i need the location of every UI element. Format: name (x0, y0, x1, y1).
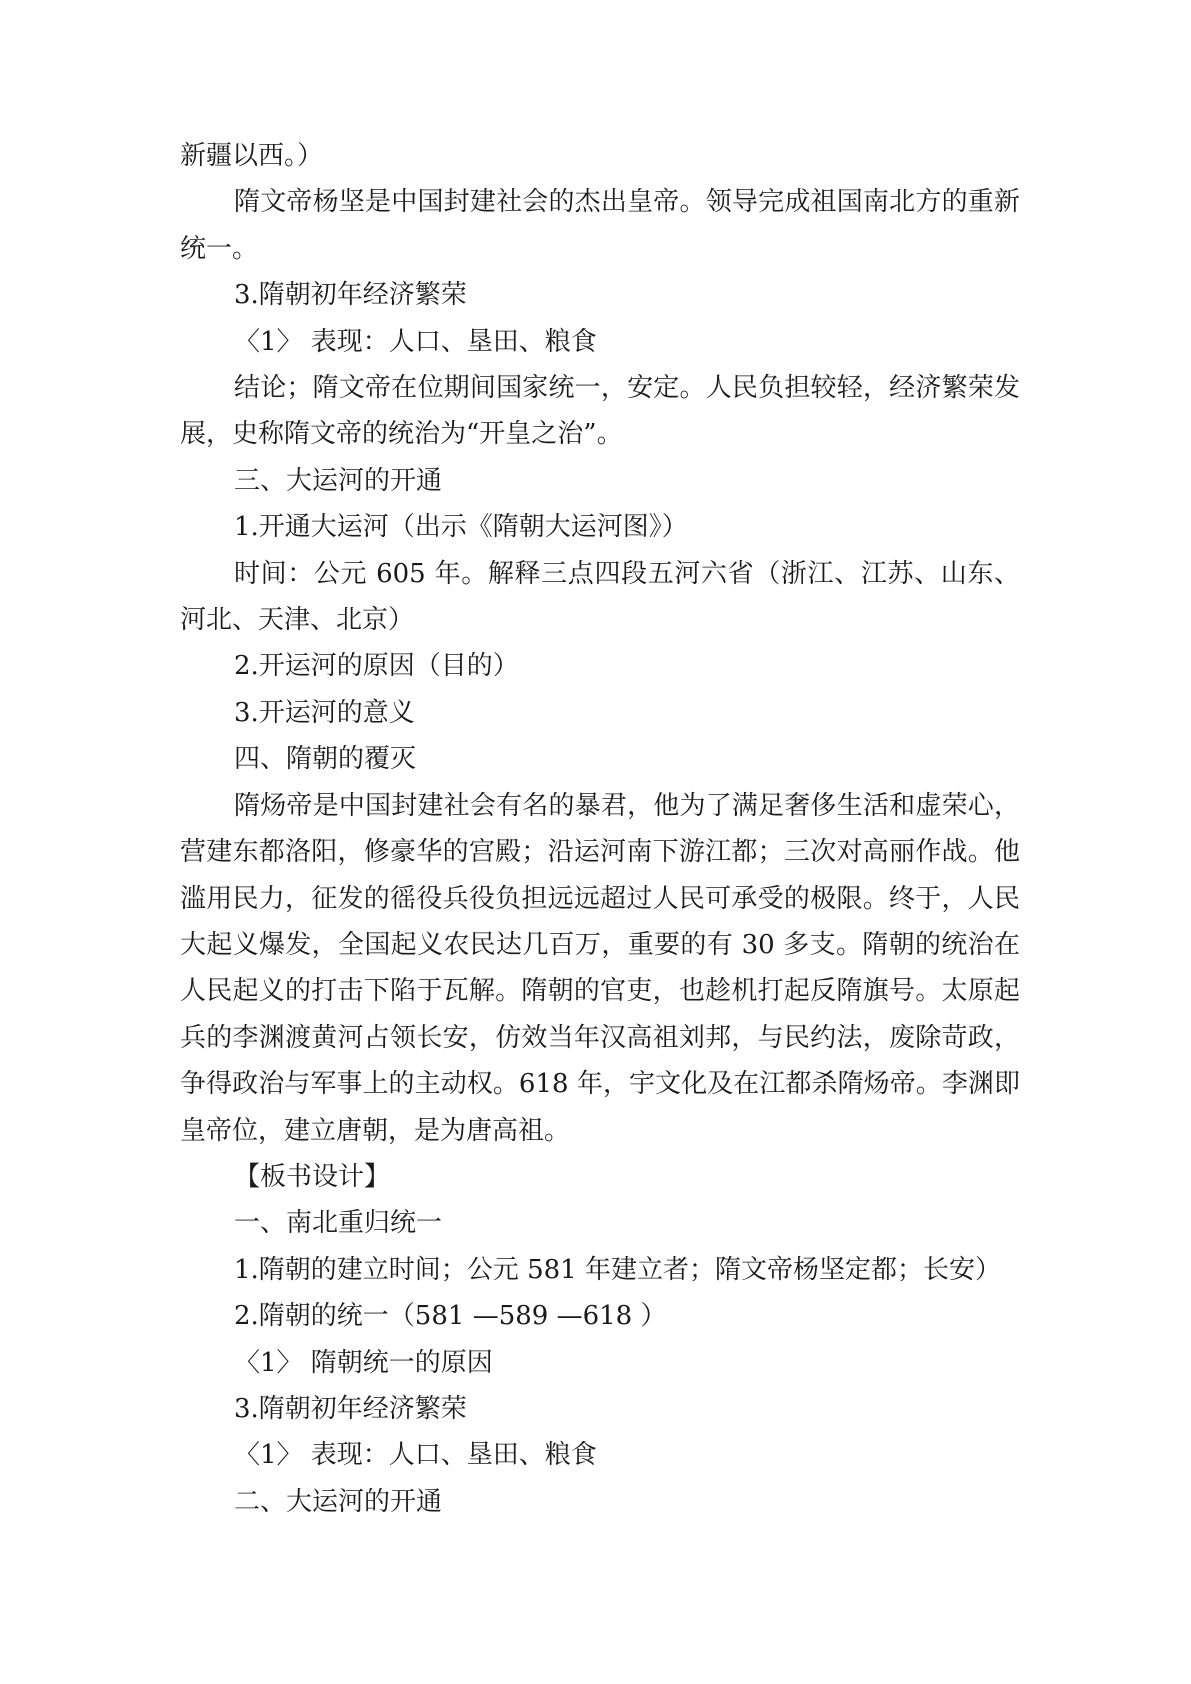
paragraph-continuation: 新疆以西。） (180, 141, 324, 171)
document-body (180, 133, 1020, 1525)
outline-manifestation: 〈1〉 表现：人口、垦田、粮食 (234, 1440, 597, 1471)
heading-grand-canal: 三、大运河的开通 (234, 465, 443, 496)
outline-founding: 1.隋朝的建立时间；公元 581 年建立者；隋文帝杨坚定都；长安） (234, 1254, 1001, 1285)
outline-grand-canal: 二、大运河的开通 (234, 1486, 443, 1517)
heading-open-canal: 1.开通大运河（出示《隋朝大运河图》） (234, 512, 688, 543)
outline-unification: 一、南北重归统一 (234, 1208, 443, 1239)
outline-economic-prosperity: 3.隋朝初年经济繁荣 (234, 1393, 467, 1424)
heading-sui-fall: 四、隋朝的覆灭 (234, 744, 417, 775)
heading-canal-reason: 2.开运河的原因（目的） (234, 651, 519, 682)
list-item-manifestation: 〈1〉 表现：人口、垦田、粮食 (234, 326, 597, 357)
heading-canal-significance: 3.开运河的意义 (234, 697, 415, 728)
outline-unify-timeline: 2.隋朝的统一（581 —589 —618 ） (234, 1301, 667, 1332)
paragraph-sui-wendi: 隋文帝杨坚是中国封建社会的杰出皇帝。领导完成祖国南北方的重新统一。 (180, 187, 1020, 264)
outline-unify-reason: 〈1〉 隋朝统一的原因 (234, 1347, 493, 1378)
heading-board-design: 【板书设计】 (234, 1161, 391, 1192)
paragraph-canal-time: 时间：公元 605 年。解释三点四段五河六省（浙江、江苏、山东、河北、天津、北京） (180, 558, 1020, 636)
paragraph-sui-yangdi: 隋炀帝是中国封建社会有名的暴君，他为了满足奢侈生活和虚荣心，营建东都洛阳，修豪华的宫殿；沿运河南下游江都；三次对高丽作战。他滥用民力，征发的徭役兵役负担远远超过人民可承受的极限。终于，人民大起义爆发，全国起义农民达几百万，重要的有 30 多支。隋朝的统治在人民起义的打击下陷于瓦解。隋朝的官吏，也趁机打起反隋旗号。太原起兵的李渊渡黄河占领长安，仿效当年汉高祖刘邦，与民约法，废除苛政，争得政治与军事上的主动权。618 年，宇文化及在江都杀隋炀帝。李渊即皇帝位，建立唐朝，是为唐高祖。 (180, 790, 1020, 1146)
paragraph-conclusion: 结论；隋文帝在位期间国家统一，安定。人民负担较轻，经济繁荣发展，史称隋文帝的统治为“开皇之治”。 (180, 373, 1020, 450)
heading-economic-prosperity: 3.隋朝初年经济繁荣 (234, 280, 467, 311)
